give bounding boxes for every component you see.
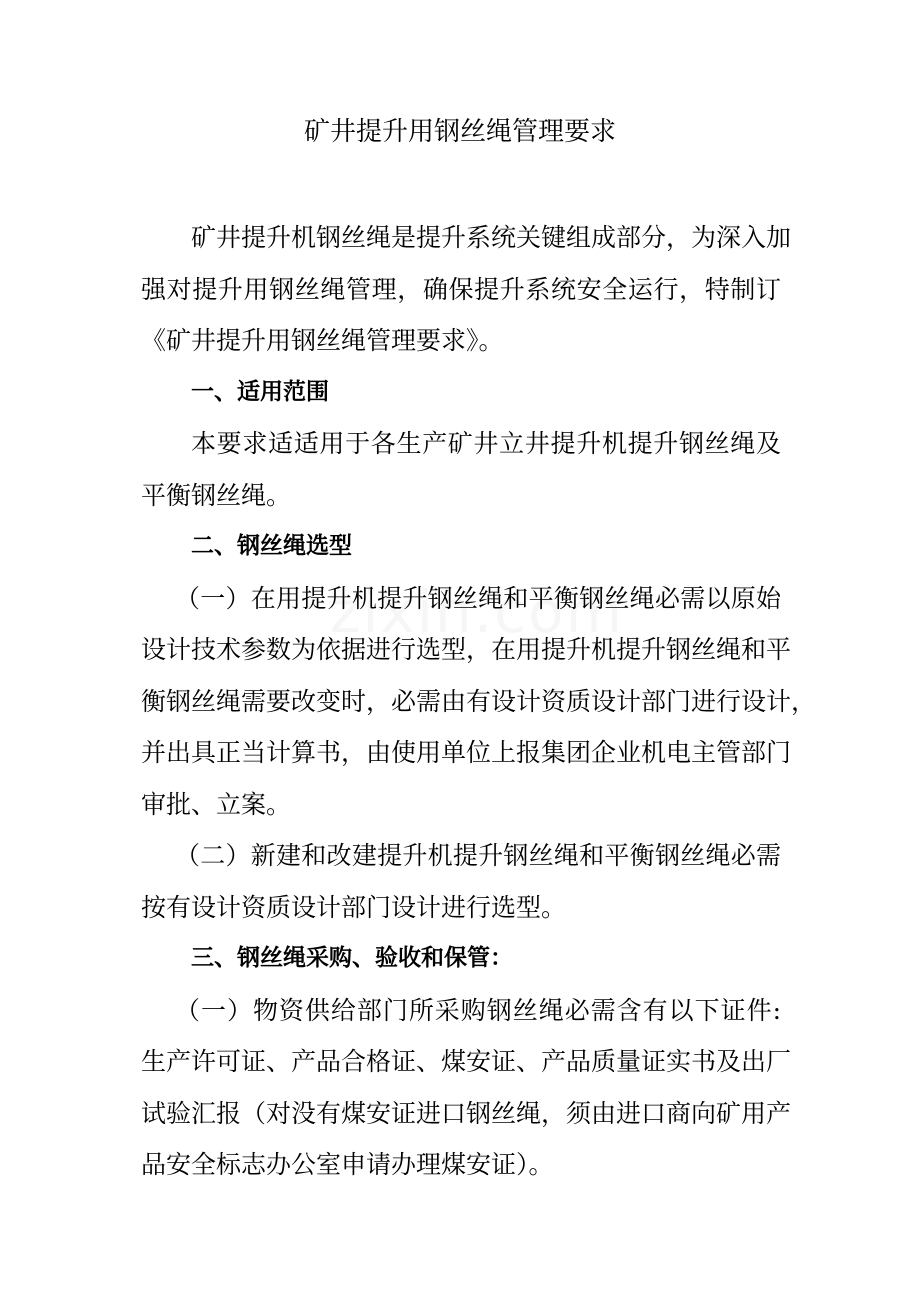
intro-paragraph [141,212,792,367]
selection-item-1-line: 设计技术参数为依据进行选型，在用提升机提升钢丝绳和平 [141,635,792,664]
selection-item-2 [141,830,781,933]
scope-paragraph [141,418,781,521]
section-heading-procurement: 三、钢丝绳采购、验收和保管： [191,945,513,971]
selection-item-1 [141,573,817,831]
selection-item-1-line: 审批、立案。 [141,789,292,819]
intro-line: 矿井提升机钢丝绳是提升系统关键组成部分，为深入加 [191,223,792,252]
intro-line: 强对提升用钢丝绳管理，确保提升系统安全运行，特制订 [141,274,781,304]
selection-item-1-line: （一）在用提升机提升钢丝绳和平衡钢丝绳必需以原始 [175,583,781,613]
procurement-item-1-line: （一）物资供给部门所采购钢丝绳必需含有以下证件: [175,995,781,1025]
selection-item-1-line: 衡钢丝绳需要改变时，必需由有设计资质设计部门进行设计， [141,686,817,716]
document-title: 矿井提升用钢丝绳管理要求 [303,117,616,147]
selection-item-2-line: （二）新建和改建提升机提升钢丝绳和平衡钢丝绳必需 [175,841,781,870]
selection-item-2-line: 按有设计资质设计部门设计进行选型。 [141,892,567,922]
scope-line: 本要求适适用于各生产矿井立井提升机提升钢丝绳及 [191,429,781,458]
procurement-item-1-line: 生产许可证、产品合格证、煤安证、产品质量证实书及出厂 [141,1047,792,1076]
section-heading-scope: 一、适用范围 [191,378,329,405]
scope-line: 平衡钢丝绳。 [141,480,292,510]
intro-line: 《矿井提升用钢丝绳管理要求》。 [141,326,504,355]
procurement-item-1-line: 试验汇报（对没有煤安证进口钢丝绳，须由进口商向矿用产 [141,1098,792,1128]
procurement-item-1 [141,985,792,1191]
selection-item-1-line: 并出具正当计算书，由使用单位上报集团企业机电主管部门 [141,738,792,767]
section-heading-selection: 二、钢丝绳选型 [191,533,352,559]
procurement-item-1-line: 品安全标志办公室申请办理煤安证）。 [141,1150,554,1179]
document-body [141,212,817,1191]
